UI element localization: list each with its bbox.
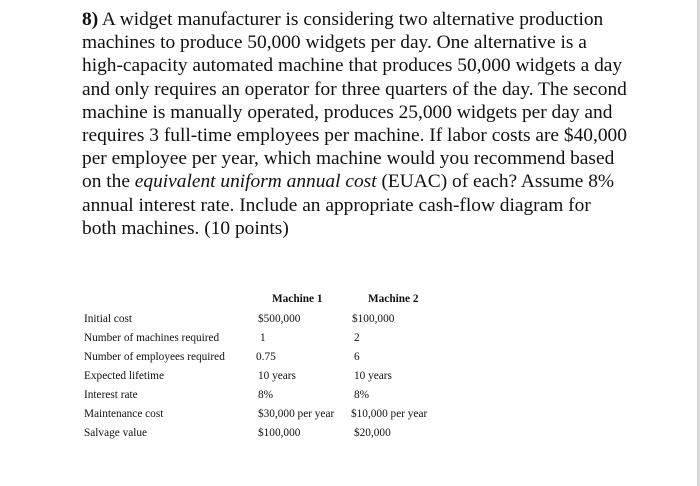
problem-statement [82, 8, 627, 240]
interest-rate-machine-2: 8% [354, 389, 370, 401]
employees-required-machine-1: 0.75 [256, 351, 276, 363]
initial-cost-machine-1: $500,000 [258, 313, 301, 325]
employees-required-machine-2: 6 [354, 351, 360, 363]
maintenance-cost-machine-1: $30,000 per year [258, 408, 335, 420]
row-label-machines-required: Number of machines required [84, 332, 220, 344]
expected-lifetime-machine-2: 10 years [354, 370, 392, 382]
row-label-interest-rate: Interest rate [84, 389, 138, 401]
maintenance-cost-machine-2: $10,000 per year [351, 408, 428, 420]
problem-text-before: A widget manufacturer is considering two alternative production machines to produce 50,000 widgets per day. One alternative is a high-capacity automated machine that produces 50,000 widgets a day and only requires an operator for three quarters of the day. The second machine is manually operated, produces 25,000 widgets per day and requires 3 full-time employees per machine. If labor costs are $40,000 per employee per year, which machine would you recommend based on the [82, 9, 627, 193]
row-label-maintenance-cost: Maintenance cost [84, 408, 164, 420]
row-label-expected-lifetime: Expected lifetime [84, 370, 164, 382]
expected-lifetime-machine-1: 10 years [258, 370, 296, 382]
row-label-initial-cost: Initial cost [84, 313, 133, 325]
problem-number: 8) [82, 9, 99, 30]
problem-emphasis-euac: equivalent uniform annual cost [134, 171, 377, 193]
salvage-value-machine-1: $100,000 [258, 427, 301, 439]
header-machine-1: Machine 1 [272, 293, 323, 305]
initial-cost-machine-2: $100,000 [352, 313, 395, 325]
machines-required-machine-1: 1 [260, 332, 266, 344]
row-label-employees-required: Number of employees required [84, 351, 225, 363]
header-machine-2: Machine 2 [368, 293, 419, 305]
machine-comparison-table [84, 292, 474, 442]
interest-rate-machine-1: 8% [258, 389, 274, 401]
problem-text-after: (EUAC) of each? Assume 8% annual interest rate. Include an appropriate cash-flow diagram for both machines. (10 points) [82, 171, 615, 239]
salvage-value-machine-2: $20,000 [354, 427, 391, 439]
row-label-salvage-value: Salvage value [84, 427, 148, 439]
machines-required-machine-2: 2 [354, 332, 360, 344]
